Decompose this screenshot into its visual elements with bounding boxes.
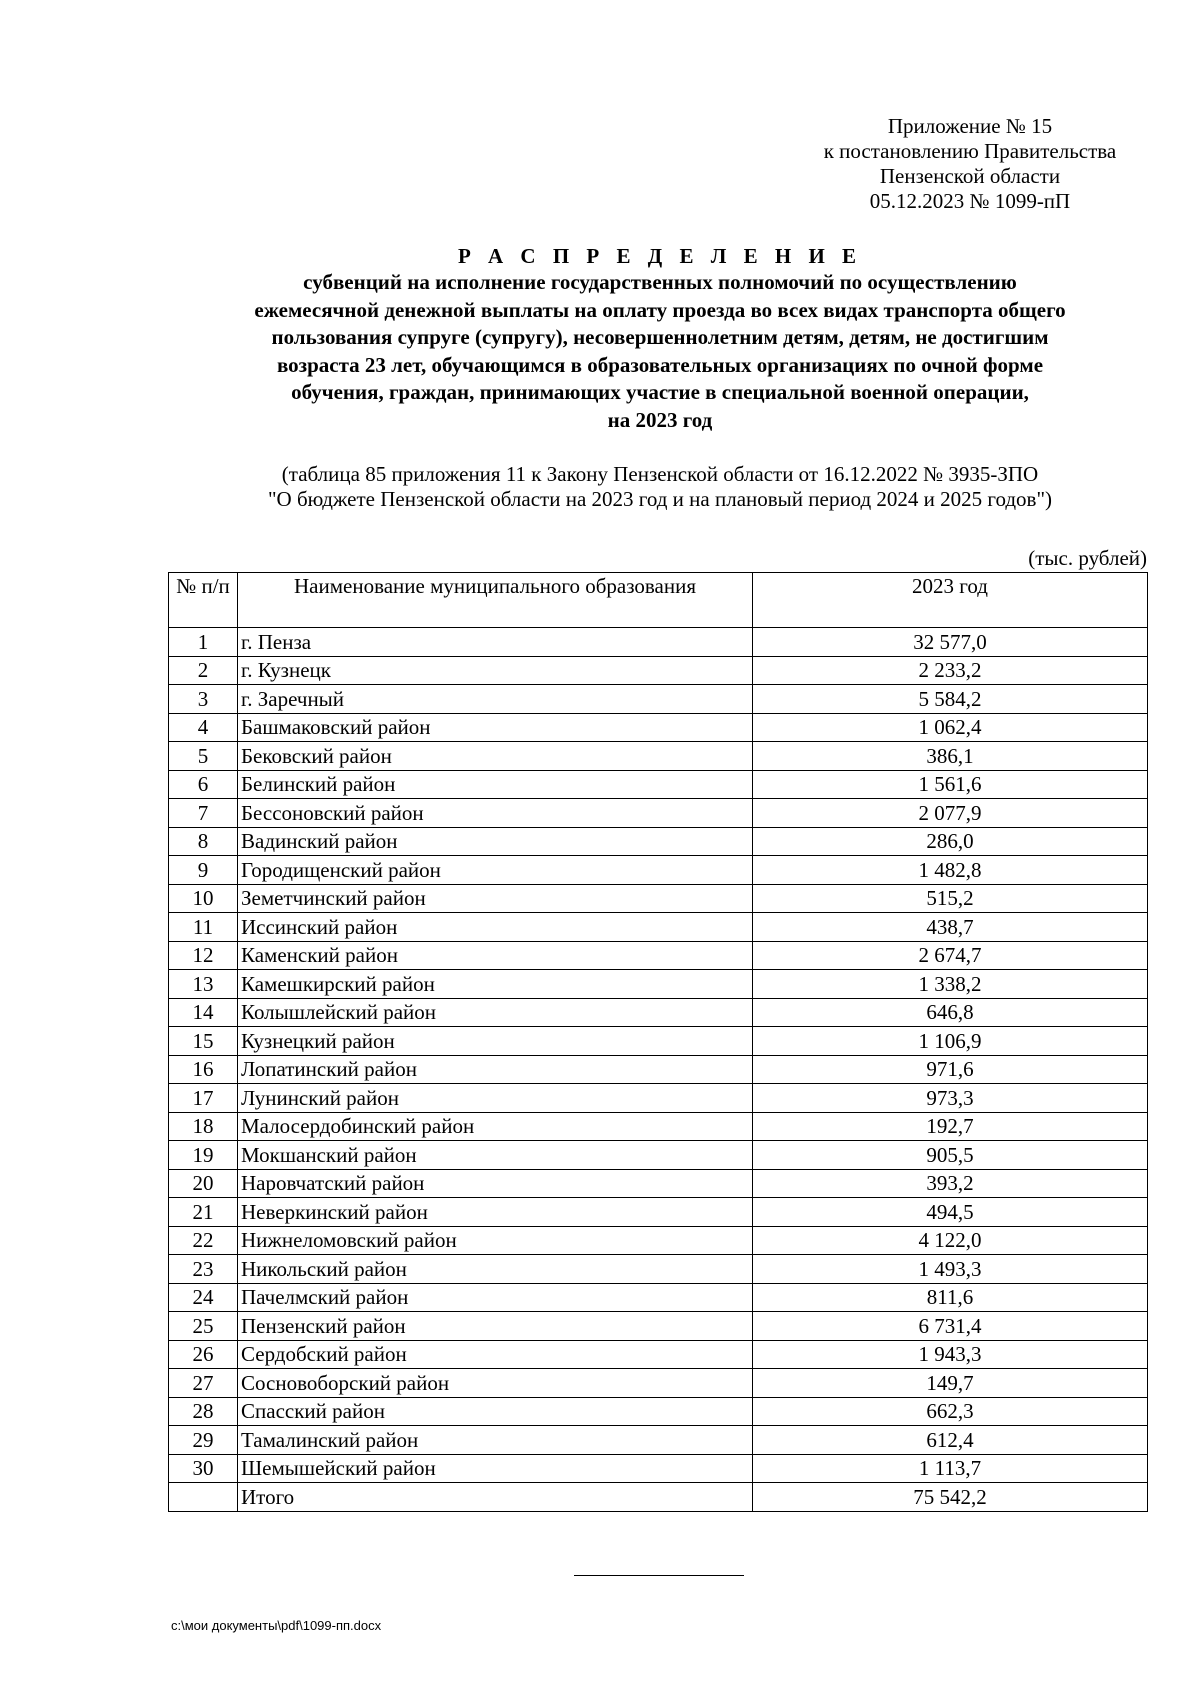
row-municipality: Сердобский район	[238, 1340, 753, 1369]
row-value: 286,0	[753, 827, 1148, 856]
table-row	[169, 1198, 1148, 1227]
row-value: 1 062,4	[753, 713, 1148, 742]
row-municipality: Земетчинский район	[238, 884, 753, 913]
row-number: 14	[169, 998, 238, 1027]
row-number: 9	[169, 856, 238, 885]
total-number	[169, 1483, 238, 1512]
table-row	[169, 1340, 1148, 1369]
table-row	[169, 1055, 1148, 1084]
source-line: (таблица 85 приложения 11 к Закону Пензенской области от 16.12.2022 № 3935-ЗПО	[281, 462, 1039, 486]
title-line: обучения, граждан, принимающих участие в специальной военной операции,	[291, 380, 1029, 404]
row-value: 494,5	[753, 1198, 1148, 1227]
row-value: 973,3	[753, 1084, 1148, 1113]
table-row	[169, 1112, 1148, 1141]
title-line: ежемесячной денежной выплаты на оплату проезда во всех видах транспорта общего	[254, 297, 1066, 322]
row-number: 18	[169, 1112, 238, 1141]
row-municipality: Кузнецкий район	[238, 1027, 753, 1056]
row-municipality: Бековский район	[238, 742, 753, 771]
row-value: 971,6	[753, 1055, 1148, 1084]
row-value: 1 561,6	[753, 770, 1148, 799]
row-municipality: Башмаковский район	[238, 713, 753, 742]
row-value: 6 731,4	[753, 1312, 1148, 1341]
closing-line	[574, 1575, 744, 1576]
row-value: 1 482,8	[753, 856, 1148, 885]
row-value: 646,8	[753, 998, 1148, 1027]
source-line: "О бюджете Пензенской области на 2023 год и на плановый период 2024 и 2025 годов")	[267, 487, 1053, 511]
row-value: 4 122,0	[753, 1226, 1148, 1255]
row-municipality: Неверкинский район	[238, 1198, 753, 1227]
table-row	[169, 1312, 1148, 1341]
row-municipality: Городищенский район	[238, 856, 753, 885]
row-value: 905,5	[753, 1141, 1148, 1170]
row-number: 29	[169, 1426, 238, 1455]
table-row	[169, 941, 1148, 970]
row-number: 2	[169, 656, 238, 685]
row-value: 1 493,3	[753, 1255, 1148, 1284]
table-row	[169, 913, 1148, 942]
row-municipality: г. Кузнецк	[238, 656, 753, 685]
row-number: 21	[169, 1198, 238, 1227]
total-row	[169, 1483, 1148, 1512]
table-row	[169, 998, 1148, 1027]
title-heading: Р А С П Р Е Д Е Л Е Н И Е	[457, 244, 863, 268]
row-municipality: Вадинский район	[238, 827, 753, 856]
row-number: 26	[169, 1340, 238, 1369]
table-row	[169, 856, 1148, 885]
row-number: 6	[169, 770, 238, 799]
table-row	[169, 770, 1148, 799]
row-municipality: Тамалинский район	[238, 1426, 753, 1455]
table-row	[169, 1454, 1148, 1483]
row-municipality: Бессоновский район	[238, 799, 753, 828]
total-label: Итого	[238, 1483, 753, 1512]
row-value: 662,3	[753, 1397, 1148, 1426]
row-number: 12	[169, 941, 238, 970]
row-number: 19	[169, 1141, 238, 1170]
table-row	[169, 1369, 1148, 1398]
title-line: возраста 23 лет, обучающимся в образовательных организациях по очной форме	[276, 352, 1044, 377]
table-body	[169, 628, 1148, 1512]
row-value: 393,2	[753, 1169, 1148, 1198]
row-number: 8	[169, 827, 238, 856]
row-number: 1	[169, 628, 238, 657]
row-number: 15	[169, 1027, 238, 1056]
table-row	[169, 799, 1148, 828]
header-municipality: Наименование муниципального образования	[238, 573, 753, 628]
row-municipality: Пензенский район	[238, 1312, 753, 1341]
row-number: 7	[169, 799, 238, 828]
table-row	[169, 1141, 1148, 1170]
table-row	[169, 1397, 1148, 1426]
row-value: 1 106,9	[753, 1027, 1148, 1056]
appendix-block	[800, 114, 1140, 214]
row-value: 2 233,2	[753, 656, 1148, 685]
row-value: 149,7	[753, 1369, 1148, 1398]
table-row	[169, 1283, 1148, 1312]
row-number: 20	[169, 1169, 238, 1198]
row-municipality: Сосновоборский район	[238, 1369, 753, 1398]
row-municipality: Спасский район	[238, 1397, 753, 1426]
units-label: (тыс. рублей)	[1028, 546, 1147, 570]
distribution-table	[168, 572, 1148, 1512]
row-municipality: Лопатинский район	[238, 1055, 753, 1084]
row-municipality: Никольский район	[238, 1255, 753, 1284]
row-municipality: Лунинский район	[238, 1084, 753, 1113]
row-municipality: Пачелмский район	[238, 1283, 753, 1312]
appendix-line: 05.12.2023 № 1099-пП	[869, 189, 1071, 213]
row-value: 811,6	[753, 1283, 1148, 1312]
row-value: 515,2	[753, 884, 1148, 913]
table-row	[169, 628, 1148, 657]
header-number: № п/п	[169, 573, 238, 628]
file-path: c:\мои документы\pdf\1099-пп.docx	[171, 1618, 382, 1633]
row-municipality: г. Заречный	[238, 685, 753, 714]
appendix-line: к постановлению Правительства	[823, 139, 1117, 163]
row-value: 32 577,0	[753, 628, 1148, 657]
row-number: 13	[169, 970, 238, 999]
row-number: 3	[169, 685, 238, 714]
table-row	[169, 1426, 1148, 1455]
title-line: субвенций на исполнение государственных полномочий по осуществлению	[303, 270, 1017, 294]
source-reference	[120, 462, 1200, 512]
row-value: 1 113,7	[753, 1454, 1148, 1483]
table-row	[169, 827, 1148, 856]
row-municipality: Иссинский район	[238, 913, 753, 942]
row-municipality: г. Пенза	[238, 628, 753, 657]
row-municipality: Камешкирский район	[238, 970, 753, 999]
row-value: 1 943,3	[753, 1340, 1148, 1369]
row-municipality: Каменский район	[238, 941, 753, 970]
row-municipality: Белинский район	[238, 770, 753, 799]
table-row	[169, 1027, 1148, 1056]
table-row	[169, 1255, 1148, 1284]
row-municipality: Шемышейский район	[238, 1454, 753, 1483]
row-value: 386,1	[753, 742, 1148, 771]
row-value: 612,4	[753, 1426, 1148, 1455]
row-value: 1 338,2	[753, 970, 1148, 999]
table-row	[169, 685, 1148, 714]
document-title	[120, 243, 1200, 434]
row-number: 27	[169, 1369, 238, 1398]
table-row	[169, 742, 1148, 771]
header-year: 2023 год	[753, 573, 1148, 628]
row-number: 25	[169, 1312, 238, 1341]
appendix-line: Пензенской области	[879, 164, 1061, 188]
title-line: пользования супруге (супругу), несовершеннолетним детям, детям, не достигшим	[271, 325, 1049, 349]
row-number: 24	[169, 1283, 238, 1312]
table-row	[169, 713, 1148, 742]
row-municipality: Мокшанский район	[238, 1141, 753, 1170]
table-row	[169, 1169, 1148, 1198]
row-number: 28	[169, 1397, 238, 1426]
row-municipality: Нижнеломовский район	[238, 1226, 753, 1255]
row-number: 5	[169, 742, 238, 771]
table-row	[169, 1084, 1148, 1113]
row-number: 11	[169, 913, 238, 942]
table-row	[169, 656, 1148, 685]
row-number: 10	[169, 884, 238, 913]
row-municipality: Колышлейский район	[238, 998, 753, 1027]
row-municipality: Малосердобинский район	[238, 1112, 753, 1141]
row-value: 5 584,2	[753, 685, 1148, 714]
row-number: 4	[169, 713, 238, 742]
row-value: 192,7	[753, 1112, 1148, 1141]
row-value: 2 674,7	[753, 941, 1148, 970]
row-value: 2 077,9	[753, 799, 1148, 828]
row-number: 30	[169, 1454, 238, 1483]
row-number: 23	[169, 1255, 238, 1284]
row-municipality: Наровчатский район	[238, 1169, 753, 1198]
table-row	[169, 884, 1148, 913]
table-header-row	[169, 573, 1148, 628]
appendix-line: Приложение № 15	[887, 114, 1053, 138]
table-row	[169, 970, 1148, 999]
row-number: 16	[169, 1055, 238, 1084]
row-value: 438,7	[753, 913, 1148, 942]
total-value: 75 542,2	[753, 1483, 1148, 1512]
row-number: 17	[169, 1084, 238, 1113]
title-line: на 2023 год	[607, 407, 713, 432]
table-row	[169, 1226, 1148, 1255]
row-number: 22	[169, 1226, 238, 1255]
title-subtitle	[120, 269, 1200, 434]
